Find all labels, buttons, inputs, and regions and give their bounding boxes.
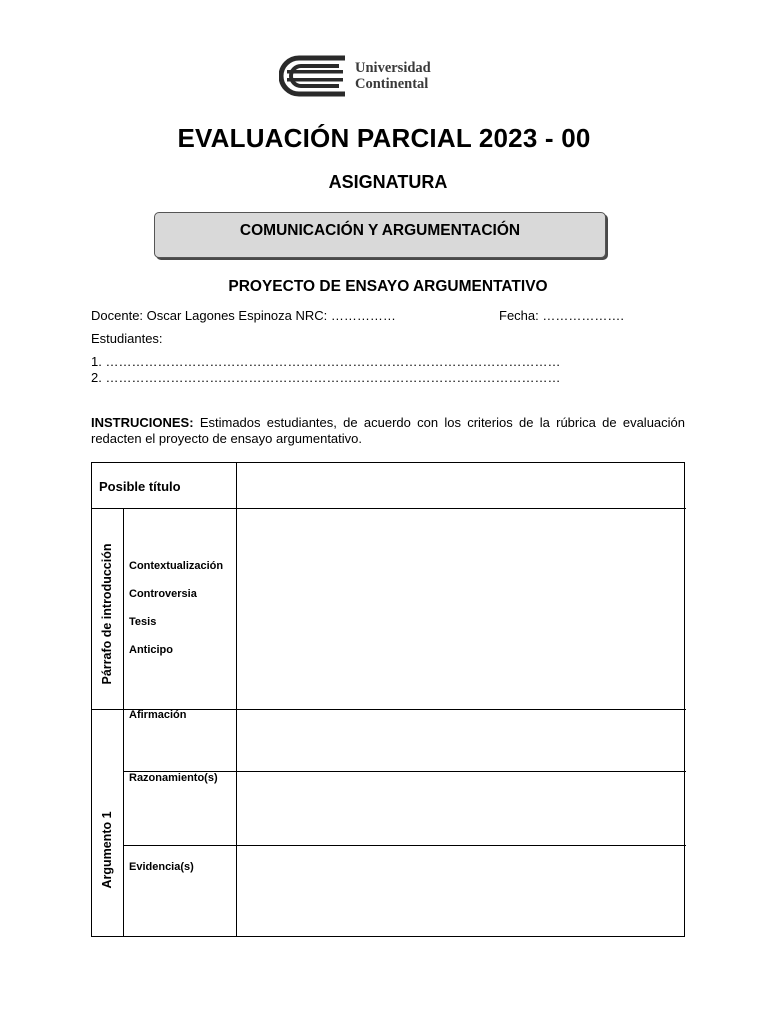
possible-title-field[interactable] [237,463,685,508]
date-line: Fecha: ………………. [499,308,624,323]
university-name [355,60,431,92]
essay-project-table [91,462,685,937]
students-label: Estudiantes: [91,331,163,346]
university-name-line2: Continental [355,76,429,92]
instructions-label: INSTRUCIONES: [91,415,194,430]
argument-section-label: Argumento 1 [100,811,114,889]
possible-title-label: Posible título [99,479,181,494]
column-divider [123,508,124,936]
university-name-line1: Universidad [355,60,431,76]
course-name-box [154,212,606,258]
claim-field[interactable] [237,710,685,771]
arg-item-razonamiento: Razonamiento(s) [129,772,218,784]
instructions-text: Estimados estudiantes, de acuerdo con los criterios de la rúbrica de evaluación redacten el proyecto de ensayo argumentativo. [91,415,685,446]
intro-item-contextualizacion: Contextualización [129,560,224,572]
intro-paragraph-field[interactable] [237,509,685,709]
intro-section-label: Párrafo de introducción [100,543,114,685]
intro-item-controversia: Controversia [129,588,197,600]
reasoning-field[interactable] [237,772,685,845]
arg-item-evidencia: Evidencia(s) [129,861,194,873]
course-name: COMUNICACIÓN Y ARGUMENTACIÓN [239,222,521,239]
subject-heading: ASIGNATURA [328,172,448,192]
arg-item-afirmacion: Afirmación [129,709,187,721]
evidence-field[interactable] [237,846,685,936]
project-title: PROYECTO DE ENSAYO ARGUMENTATIVO [228,278,548,295]
intro-item-tesis: Tesis [129,616,157,628]
teacher-line: Docente: Oscar Lagones Espinoza NRC: …………… [91,308,396,323]
student-line-2: 2. …………………………………………………………………………………………… [91,370,561,385]
exam-title: EVALUACIÓN PARCIAL 2023 - 00 [177,123,591,153]
instructions-paragraph [91,415,685,447]
university-logo-icon [279,54,347,98]
university-logo [279,54,459,98]
intro-item-anticipo: Anticipo [129,644,173,656]
student-line-1: 1. …………………………………………………………………………………………… [91,354,561,369]
